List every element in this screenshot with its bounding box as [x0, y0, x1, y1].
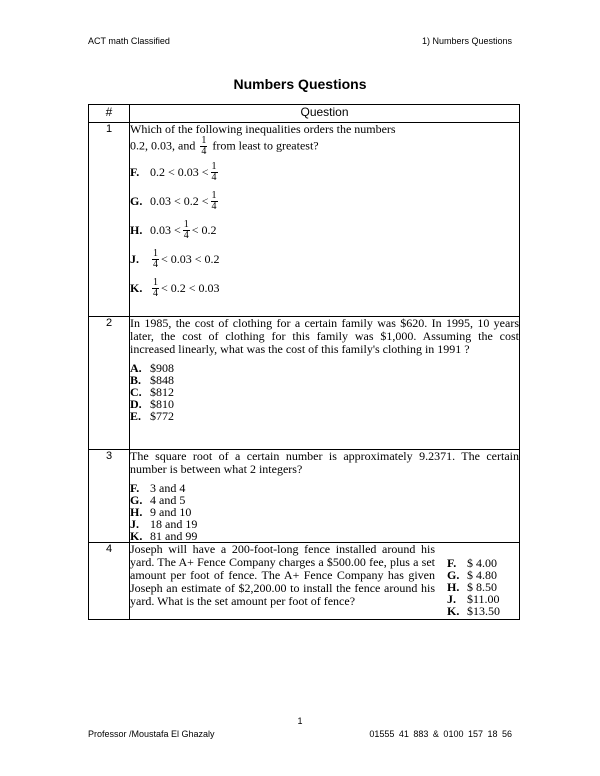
answer-option: H. $ 8.50: [447, 580, 497, 594]
fraction: $\frac{1}{4}$: [183, 219, 189, 241]
question-number: 1: [89, 123, 130, 317]
question-row-4: [89, 543, 520, 620]
table-header-row: [89, 105, 520, 123]
answer-option: K. 81 and 99: [130, 529, 198, 543]
answer-option: G. $ 4.80: [447, 568, 497, 582]
question-row-1: [89, 123, 520, 317]
question-number: 4: [89, 543, 130, 620]
answer-choices: [447, 543, 519, 617]
question-stem: Which of the following inequalities orders the numbers 0.2, 0.03, and $\frac{1}{4}$ from least to greatest?: [130, 122, 396, 157]
answer-option: E. $772: [130, 409, 174, 423]
answer-option: A. $908: [130, 361, 174, 375]
answer-option: F. 0.2 < 0.03 < $\frac{1}{4}$: [130, 161, 217, 183]
question-row-3: [89, 450, 520, 543]
fraction: $\frac{1}{4}$: [153, 248, 158, 270]
answer-option: J. 18 and 19: [130, 517, 198, 531]
question-number: 2: [89, 317, 130, 450]
answer-option: F. 3 and 4: [130, 481, 186, 495]
answer-option: J. $\frac{1}{4}$ < 0.03 < 0.2: [130, 248, 220, 270]
column-header-question: Question: [130, 105, 520, 123]
answer-option: D. $810: [130, 397, 174, 411]
fraction: $\frac{1}{4}$: [211, 190, 217, 212]
question-row-2: [89, 317, 520, 450]
header-left: ACT math Classified: [88, 36, 170, 46]
page-number: 1: [297, 716, 303, 726]
fraction: $\frac{1}{4}$: [153, 277, 158, 299]
column-header-number: #: [89, 105, 130, 123]
header-right: 1) Numbers Questions: [421, 36, 512, 46]
answer-option: F. $ 4.00: [447, 556, 497, 570]
answer-option: H. 9 and 10: [130, 505, 192, 519]
question-body: [130, 123, 520, 317]
question-number: 3: [89, 450, 130, 543]
answer-option: C. $812: [130, 385, 174, 399]
question-body: [130, 317, 520, 450]
page-title: Numbers Questions: [233, 76, 367, 92]
question-stem: The square root of a certain number is approximately 9.2371. The certain number is between what 2 integers?: [130, 449, 519, 476]
question-body: [130, 543, 520, 620]
answer-option: H. 0.03 < $\frac{1}{4}$ < 0.2: [130, 219, 217, 241]
answer-option: G. 4 and 5: [130, 493, 186, 507]
footer-left: Professor /Moustafa El Ghazaly: [88, 729, 215, 739]
fraction: $\frac{1}{4}$: [211, 161, 217, 183]
question-body: [130, 450, 520, 543]
question-stem: In 1985, the cost of clothing for a certain family was $620. In 1995, 10 years later, the cost of clothing for this family was $1,000. Assuming the cost increased linearly, what was the cost of this family's clothing in 1991 ?: [130, 316, 519, 356]
answer-option: G. 0.03 < 0.2 < $\frac{1}{4}$: [130, 190, 217, 212]
fraction: $\frac{1}{4}$: [201, 135, 207, 157]
footer-right: 01555 41 883 & 0100 157 18 56: [369, 729, 512, 739]
answer-option: K. $\frac{1}{4}$ < 0.2 < 0.03: [130, 277, 220, 299]
answer-option: B. $848: [130, 373, 174, 387]
answer-option: J. $11.00: [447, 592, 500, 606]
question-stem: Joseph will have a 200-foot-long fence installed around his yard. The A+ Fence Company charges a $500.00 fee, plus a set amount per foot of fence. The A+ Fence Company has given Joseph an estimate of $2,200.00 to install the fence around his yard. What is the set amount per foot of fence?: [130, 542, 435, 608]
answer-option: K. $13.50: [447, 604, 500, 618]
questions-table: [88, 104, 520, 620]
